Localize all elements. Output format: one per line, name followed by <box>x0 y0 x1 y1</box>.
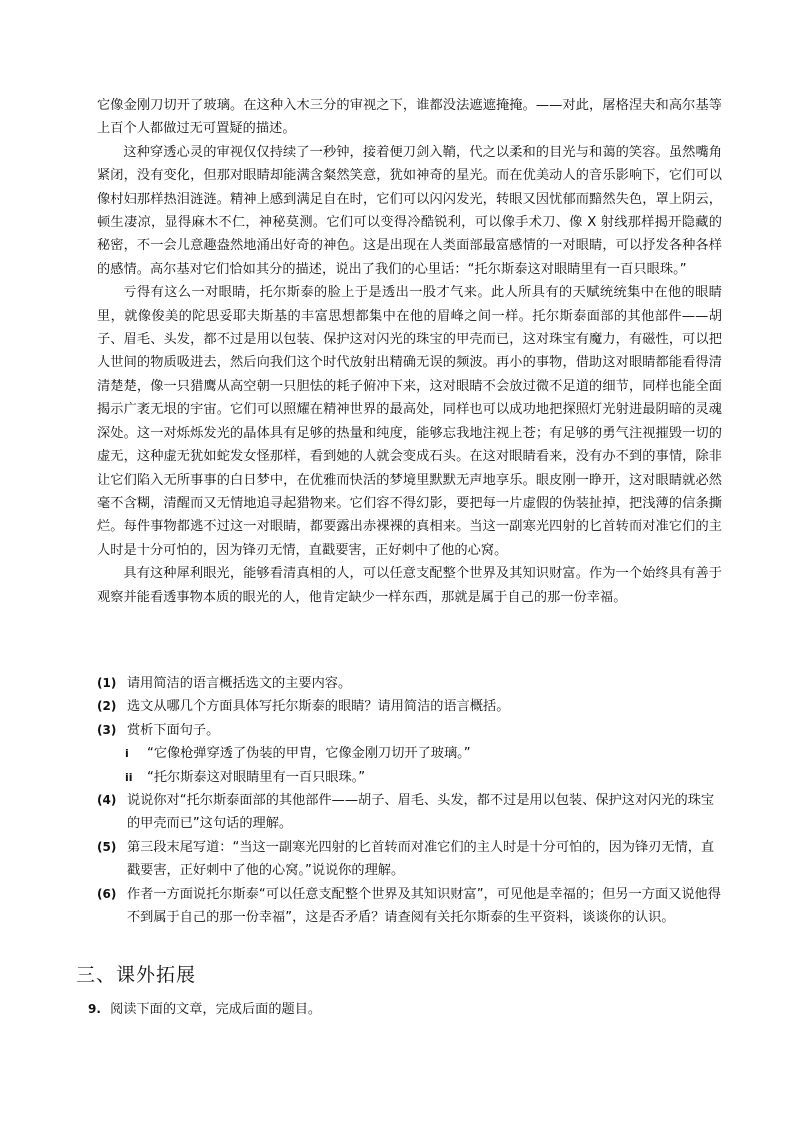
question-1 <box>97 672 725 695</box>
subquestion-number: ii <box>125 770 133 784</box>
question-text: 赏析下面句子。 <box>127 722 220 738</box>
subquestion-text: “它像枪弹穿透了伪装的甲胄，它像金刚刀切开了玻璃。” <box>147 746 471 762</box>
question-number: (3) <box>97 722 117 737</box>
subquestion-number: i <box>125 747 129 761</box>
subquestion-ii <box>97 766 725 789</box>
passage <box>97 94 722 609</box>
question-text: 选文从哪几个方面具体写托尔斯泰的眼睛？请用简洁的语言概括。 <box>127 699 510 715</box>
question-number: (4) <box>97 793 117 808</box>
question-number: (6) <box>97 886 117 901</box>
paragraph-3: 亏得有这么一对眼睛，托尔斯泰的脸上于是透出一股才气来。此人所具有的天赋统统集中在他的眼睛里，就像俊美的陀思妥耶夫斯基的丰富思想都集中在他的眉峰之间一样。托尔斯泰面部的其他部件——胡子、眉毛、头发，都不过是用以包装、保护这对闪光的珠宝的甲壳而已，这对珠宝有魔力，有磁性，可以把人世间的物质吸进去，然后向我们这个时代放射出精确无误的频波。再小的事物，借助这对眼睛都能看得清清楚楚，像一只猎鹰从高空朝一只胆怯的耗子俯冲下来，这对眼睛不会放过微不足道的细节，同样也能全面揭示广袤无垠的宇宙。它们可以照耀在精神世界的最高处，同样也可以成功地把探照灯光射进最阴暗的灵魂深处。这一对烁烁发光的晶体具有足够的热量和纯度，能够忘我地注视上苍；有足够的勇气注视摧毁一切的虚无，这种虚无犹如蛇发女怪那样，看到她的人就会变成石头。在这对眼睛看来，没有办不到的事情，除非让它们陷入无所事事的白日梦中，在优雅而快活的梦境里默默无声地享乐。眼皮刚一睁开，这对眼睛就必然毫不含糊，清醒而又无情地追寻起猎物来。它们容不得幻影，要把每一片虚假的伪装扯掉，把浅薄的信条撕烂。每件事物都逃不过这一对眼睛，都要露出赤裸裸的真相来。当这一副寒光四射的匕首转而对准它们的主人时是十分可怕的，因为锋刃无情，直戳要害，正好刺中了他的心窝。 <box>97 285 722 558</box>
question-3 <box>97 719 725 742</box>
question-2 <box>97 695 725 718</box>
task-text: 阅读下面的文章，完成后面的题目。 <box>110 1002 322 1017</box>
question-text: 请用简洁的语言概括选文的主要内容。 <box>127 676 352 691</box>
paragraph-4: 具有这种犀利眼光，能够看清真相的人，可以任意支配整个世界及其知识财富。作为一个始终具有善于观察并能看透事物本质的眼光的人，他肯定缺少一样东西，那就是属于自己的那一份幸福。 <box>97 566 722 605</box>
task-number: 9. <box>88 1002 101 1016</box>
question-5 <box>97 836 725 883</box>
question-text: 作者一方面说托尔斯泰“可以任意支配整个世界及其知识财富”，可见他是幸福的；但另一方面又说他得不到属于自己的那一份幸福”，这是否矛盾？请查阅有关托尔斯泰的生平资料，谈谈你的认识。 <box>127 886 721 926</box>
question-4 <box>97 789 725 836</box>
reading-task <box>88 998 321 1021</box>
question-number: (2) <box>97 699 117 714</box>
paragraph-1: 它像金刚刀切开了玻璃。在这种入木三分的审视之下，谁都没法遮遮掩掩。——对此，屠格涅夫和高尔基等上百个人都做过无可置疑的描述。 <box>97 98 722 137</box>
subquestion-text: “托尔斯泰这对眼睛里有一百只眼珠。” <box>147 769 366 785</box>
paragraph-2: 这种穿透心灵的审视仅仅持续了一秒钟，接着便刀剑入鞘，代之以柔和的目光与和蔼的笑容。虽然嘴角紧闭，没有变化，但那对眼睛却能满含粲然笑意，犹如神奇的星光。而在优美动人的音乐影响下，它们可以像村妇那样热泪涟涟。精神上感到满足自在时，它们可以闪闪发光，转眼又因忧郁而黯然失色，罩上阴云，顿生凄凉，显得麻木不仁，神秘莫测。它们可以变得冷酷锐利，可以像手术刀、像 X 射线那样揭开隐藏的秘密，不一会儿意趣盎然地涌出好奇的神色。这是出现在人类面部最富感情的一对眼睛，可以抒发各种各样的感情。高尔基对它们恰如其分的描述，说出了我们的心里话：“托尔斯泰这对眼睛里有一百只眼珠。” <box>97 144 722 277</box>
subquestion-i <box>97 742 725 765</box>
question-number: (1) <box>97 676 117 690</box>
section-heading: 三、课外拓展 <box>76 964 197 986</box>
question-list <box>97 672 725 929</box>
question-6 <box>97 883 725 930</box>
question-text: 说说你对“托尔斯泰面部的其他部件——胡子、眉毛、头发，都不过是用以包装、保护这对闪光的珠宝的甲壳而已”这句话的理解。 <box>127 793 715 832</box>
question-text: 第三段末尾写道：“当这一副寒光四射的匕首转而对准它们的主人时是十分可怕的，因为锋刃无情，直戳要害，正好刺中了他的心窝。”说说你的理解。 <box>127 839 715 879</box>
question-number: (5) <box>97 839 117 854</box>
